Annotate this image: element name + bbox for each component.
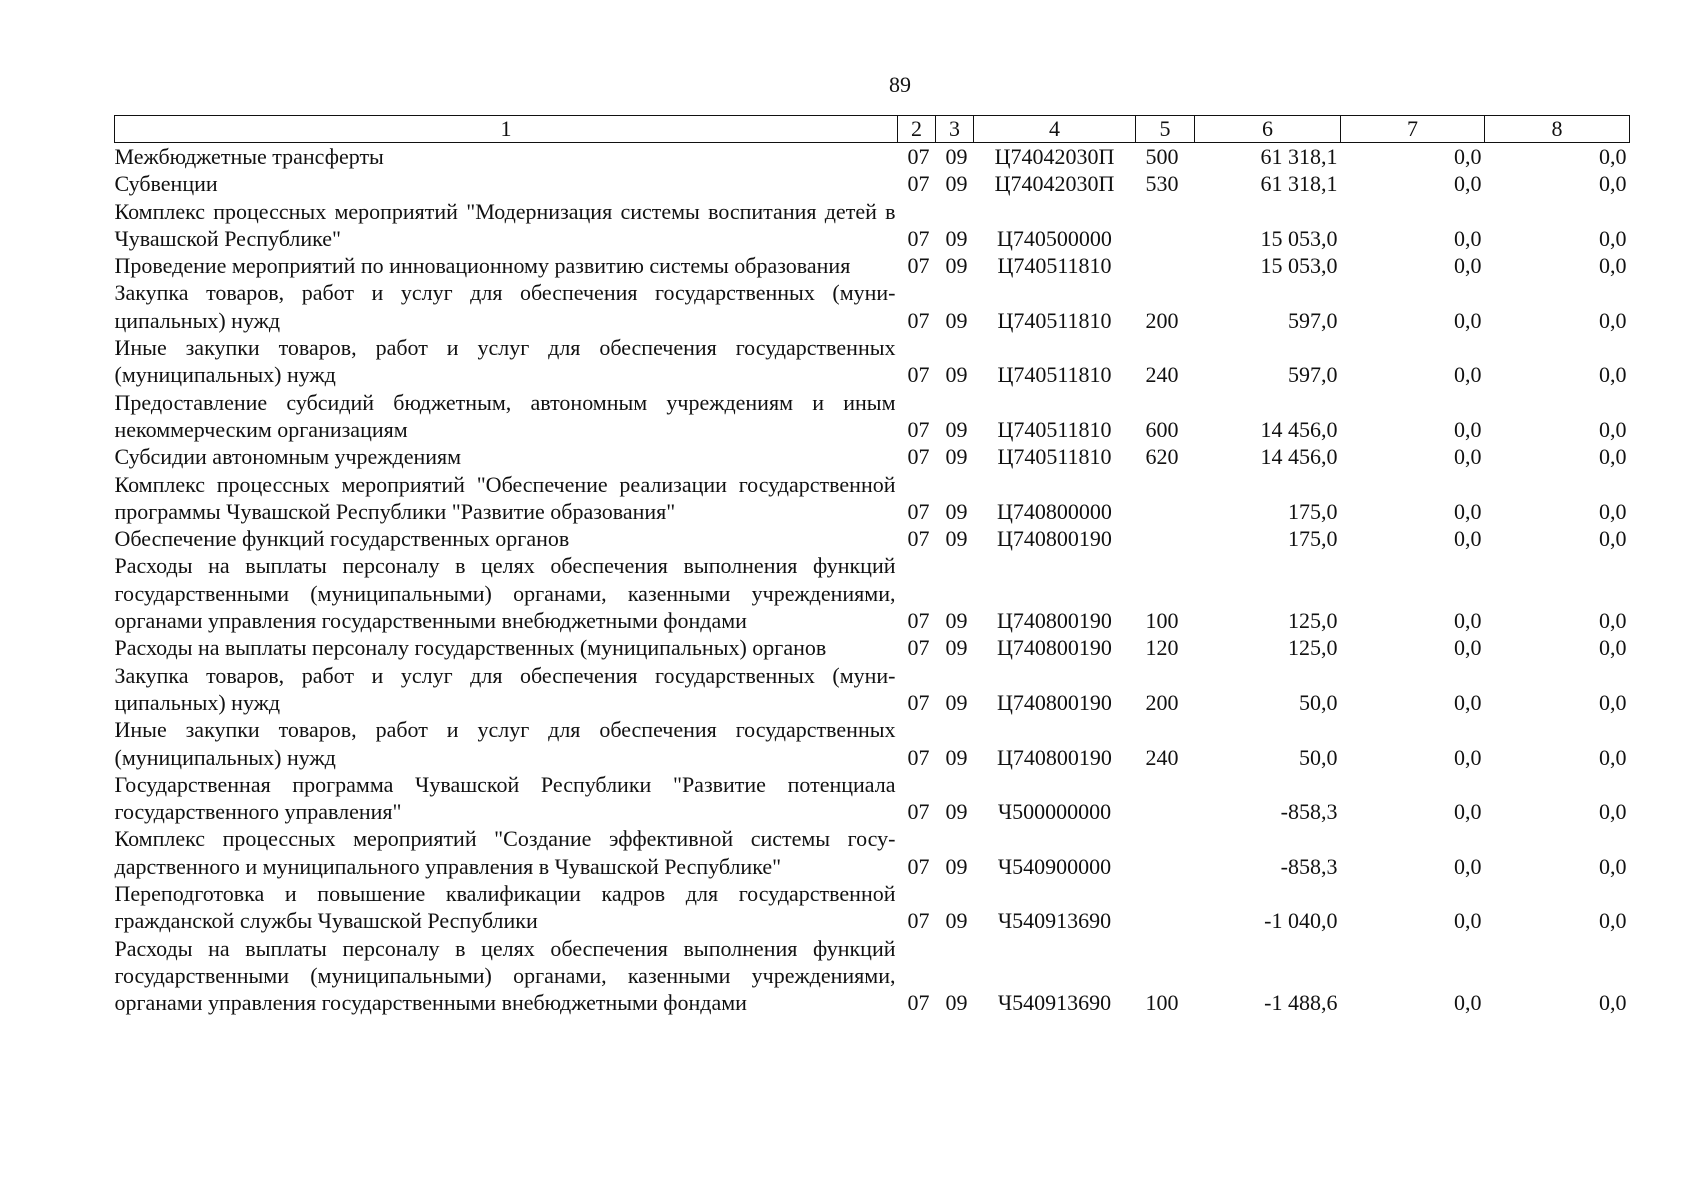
row-amount-col7: 0,0 [1454,307,1482,333]
budget-table [114,115,1630,1017]
row-expense-type: 100 [1145,990,1179,1016]
row-amount-col6: 61 318,1 [1260,144,1338,169]
row-razdel: 07 [907,908,930,934]
header-col-5: 5 [1136,116,1195,143]
row-podrazdel: 09 [945,416,968,442]
row-podrazdel: 09 [945,307,968,333]
table-row [115,771,1630,826]
row-amount-col8: 0,0 [1599,799,1627,825]
row-target-article: Ч540900000 [997,853,1112,879]
row-razdel: 07 [907,225,930,251]
table-row [115,935,1630,1017]
row-razdel: 07 [907,635,930,661]
row-expense-type: 530 [1145,171,1179,197]
row-name: Межбюджетные трансферты [114,144,384,169]
row-expense-type: 200 [1145,689,1179,715]
row-target-article: Ц740800190 [997,744,1112,770]
row-amount-col8: 0,0 [1599,908,1627,934]
row-expense-type: 620 [1145,444,1179,470]
row-amount-col7: 0,0 [1454,635,1482,661]
table-row [115,252,1630,279]
row-podrazdel: 09 [945,908,968,934]
row-razdel: 07 [907,853,930,879]
row-name: Переподготовка и повышение квалификации кадров для государственной гражданской службы Чувашской Республики [114,881,896,934]
row-target-article: Ц740511810 [997,307,1112,333]
row-name: Закупка товаров, работ и услуг для обеспечения государственных (муниципальных) нужд [114,280,896,333]
row-amount-col8: 0,0 [1599,144,1627,169]
table-row [115,334,1630,389]
row-name: Субсидии автономным учреждениям [114,444,462,470]
table-header [115,116,1630,143]
row-amount-col6: 50,0 [1299,744,1338,770]
row-target-article: Ц740500000 [997,225,1112,251]
row-razdel: 07 [907,416,930,442]
row-name: Субвенции [114,171,218,197]
row-amount-col8: 0,0 [1599,526,1627,552]
row-podrazdel: 09 [945,225,968,251]
row-razdel: 07 [907,171,930,197]
row-amount-col7: 0,0 [1454,608,1482,634]
row-expense-type [1136,525,1195,552]
row-podrazdel: 09 [945,171,968,197]
row-amount-col8: 0,0 [1599,416,1627,442]
row-name: Закупка товаров, работ и услуг для обеспечения государственных (муниципальных) нужд [114,662,896,715]
table-row [115,552,1630,634]
row-amount-col7: 0,0 [1454,225,1482,251]
row-amount-col7: 0,0 [1454,498,1482,524]
row-name: Проведение мероприятий по инновационному развитию системы образования [114,253,851,279]
row-razdel: 07 [907,526,930,552]
row-amount-col8: 0,0 [1599,253,1627,279]
row-amount-col8: 0,0 [1599,635,1627,661]
table-row [115,389,1630,444]
row-target-article: Ц740800190 [997,526,1112,552]
row-podrazdel: 09 [945,799,968,825]
row-amount-col6: 15 053,0 [1260,225,1338,251]
row-expense-type: 500 [1145,144,1179,169]
header-row [115,116,1630,143]
row-name: Расходы на выплаты персоналу в целях обеспечения выполнения функций государственными (муниципальными) органами, казенными учреждениями, органами управления государственными внебюджетными фондами [114,935,896,1016]
table-row [115,825,1630,880]
table-row [115,279,1630,334]
header-col-3: 3 [936,116,974,143]
row-expense-type [1136,880,1195,935]
row-expense-type [1136,198,1195,253]
row-amount-col6: 175,0 [1288,498,1338,524]
row-amount-col8: 0,0 [1599,171,1627,197]
row-amount-col8: 0,0 [1599,853,1627,879]
page-number: 89 [889,72,911,97]
header-col-2: 2 [898,116,936,143]
row-podrazdel: 09 [945,853,968,879]
header-col-6: 6 [1195,116,1341,143]
row-amount-col6: 14 456,0 [1260,444,1338,470]
row-name: Комплекс процессных мероприятий "Обеспечение реализации государственной программы Чувашской Республики "Развитие образования" [114,471,896,524]
row-expense-type: 120 [1145,635,1179,661]
table-row [115,662,1630,717]
row-podrazdel: 09 [945,689,968,715]
row-target-article: Ц740511810 [997,416,1112,442]
row-amount-col7: 0,0 [1454,744,1482,770]
row-amount-col7: 0,0 [1454,853,1482,879]
table-row [115,471,1630,526]
row-expense-type: 600 [1145,416,1179,442]
row-amount-col8: 0,0 [1599,444,1627,470]
row-razdel: 07 [907,144,930,169]
row-name: Расходы на выплаты персоналу в целях обеспечения выполнения функций государственными (муниципальными) органами, казенными учреждениями, органами управления государственными внебюджетными фондами [114,553,896,634]
header-col-7: 7 [1341,116,1485,143]
row-expense-type: 240 [1145,362,1179,388]
row-razdel: 07 [907,498,930,524]
row-name: Предоставление субсидий бюджетным, автономным учреждениям и иным некоммерческим организациям [114,389,896,442]
row-name: Комплекс процессных мероприятий "Модернизация системы воспитания детей в Чувашской Республике" [114,198,896,251]
row-target-article: Ц740511810 [997,362,1112,388]
row-amount-col8: 0,0 [1599,225,1627,251]
row-name: Комплекс процессных мероприятий "Создание эффективной системы государственного и муниципального управления в Чувашской Республике" [114,826,896,879]
row-amount-col8: 0,0 [1599,362,1627,388]
table-row [115,143,1630,171]
row-amount-col7: 0,0 [1454,171,1482,197]
table-row [115,198,1630,253]
row-expense-type [1136,471,1195,526]
row-expense-type [1136,825,1195,880]
row-amount-col6: 14 456,0 [1260,416,1338,442]
row-target-article: Ч540913690 [997,908,1112,934]
row-amount-col7: 0,0 [1454,908,1482,934]
row-target-article: Ц740800190 [997,689,1112,715]
row-amount-col6: -1 488,6 [1264,990,1338,1016]
row-target-article: Ц740800000 [997,498,1112,524]
row-podrazdel: 09 [945,608,968,634]
table-body [115,143,1630,1017]
table-row [115,443,1630,470]
row-expense-type: 240 [1145,744,1179,770]
table-row [115,634,1630,661]
row-razdel: 07 [907,990,930,1016]
row-target-article: Ц74042030П [994,144,1115,169]
row-target-article: Ц740511810 [997,444,1112,470]
row-amount-col7: 0,0 [1454,253,1482,279]
row-amount-col6: 597,0 [1288,307,1338,333]
row-razdel: 07 [907,744,930,770]
row-name: Расходы на выплаты персоналу государственных (муниципальных) органов [114,635,827,661]
row-podrazdel: 09 [945,498,968,524]
row-podrazdel: 09 [945,362,968,388]
row-amount-col7: 0,0 [1454,362,1482,388]
row-amount-col7: 0,0 [1454,990,1482,1016]
row-amount-col6: -1 040,0 [1264,908,1338,934]
row-amount-col6: 125,0 [1288,635,1338,661]
row-amount-col8: 0,0 [1599,498,1627,524]
row-amount-col6: 61 318,1 [1260,171,1338,197]
table-row [115,170,1630,197]
header-col-4: 4 [974,116,1136,143]
row-amount-col6: 125,0 [1288,608,1338,634]
row-amount-col7: 0,0 [1454,689,1482,715]
row-name: Иные закупки товаров, работ и услуг для обеспечения государственных (муниципальных) нужд [114,717,896,770]
row-amount-col7: 0,0 [1454,526,1482,552]
row-razdel: 07 [907,307,930,333]
row-amount-col8: 0,0 [1599,990,1627,1016]
row-target-article: Ц74042030П [994,171,1115,197]
row-amount-col7: 0,0 [1454,416,1482,442]
row-amount-col6: 597,0 [1288,362,1338,388]
row-expense-type: 200 [1145,307,1179,333]
row-podrazdel: 09 [945,444,968,470]
row-amount-col6: 50,0 [1299,689,1338,715]
row-podrazdel: 09 [945,744,968,770]
row-podrazdel: 09 [945,635,968,661]
row-podrazdel: 09 [945,144,968,169]
row-target-article: Ц740800190 [997,635,1112,661]
row-razdel: 07 [907,253,930,279]
row-target-article: Ц740800190 [997,608,1112,634]
row-podrazdel: 09 [945,990,968,1016]
row-expense-type [1136,771,1195,826]
row-target-article: Ч540913690 [997,990,1112,1016]
row-name: Иные закупки товаров, работ и услуг для обеспечения государственных (муниципальных) нужд [114,335,896,388]
row-amount-col7: 0,0 [1454,144,1482,169]
row-razdel: 07 [907,608,930,634]
row-target-article: Ц740511810 [997,253,1112,279]
row-razdel: 07 [907,689,930,715]
header-col-1: 1 [115,116,898,143]
row-podrazdel: 09 [945,526,968,552]
row-podrazdel: 09 [945,253,968,279]
row-amount-col6: -858,3 [1280,853,1338,879]
table-row [115,525,1630,552]
row-expense-type: 100 [1145,608,1179,634]
row-amount-col8: 0,0 [1599,689,1627,715]
row-amount-col6: 175,0 [1288,526,1338,552]
table-row [115,880,1630,935]
row-amount-col8: 0,0 [1599,744,1627,770]
row-name: Государственная программа Чувашской Республики "Развитие потенциала государственного управления" [114,771,896,825]
row-target-article: Ч500000000 [997,799,1112,825]
table-row [115,716,1630,771]
row-amount-col6: -858,3 [1280,799,1338,825]
row-amount-col7: 0,0 [1454,799,1482,825]
row-name: Обеспечение функций государственных органов [114,526,570,552]
header-col-8: 8 [1485,116,1630,143]
row-razdel: 07 [907,444,930,470]
row-amount-col7: 0,0 [1454,444,1482,470]
row-expense-type [1136,252,1195,279]
row-amount-col8: 0,0 [1599,608,1627,634]
row-amount-col8: 0,0 [1599,307,1627,333]
row-razdel: 07 [907,799,930,825]
row-razdel: 07 [907,362,930,388]
row-amount-col6: 15 053,0 [1260,253,1338,279]
